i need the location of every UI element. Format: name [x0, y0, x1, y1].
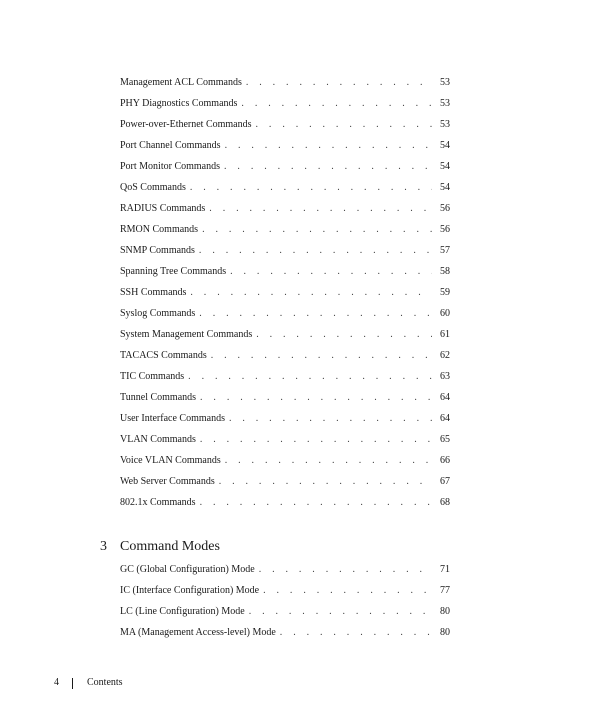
toc-entry-page: 59: [440, 287, 450, 298]
toc-entry[interactable]: [120, 494, 450, 515]
toc-entry-title: Power-over-Ethernet Commands: [120, 119, 252, 130]
toc-entry-page: 67: [440, 476, 450, 487]
toc-entry-title: System Management Commands: [120, 329, 253, 340]
toc-entry[interactable]: [120, 326, 450, 347]
toc-entry-title: GC (Global Configuration) Mode: [120, 564, 255, 575]
toc-entry-page: 61: [440, 329, 450, 340]
toc-entry-page: 62: [440, 350, 450, 361]
toc-entry[interactable]: [120, 242, 450, 263]
dot-leader: [256, 326, 432, 343]
toc-entry-title: VLAN Commands: [120, 434, 196, 445]
toc-entry-page: 53: [440, 77, 450, 88]
toc-entry[interactable]: [120, 137, 450, 158]
toc-entry[interactable]: [120, 116, 450, 137]
toc-entry[interactable]: [120, 158, 450, 179]
toc-entry-title: 802.1x Commands: [120, 497, 196, 508]
toc-entry-page: 54: [440, 161, 450, 172]
toc-entry-title: Tunnel Commands: [120, 392, 197, 403]
toc-entry-page: 60: [440, 308, 450, 319]
toc-entry-title: TIC Commands: [120, 371, 185, 382]
toc-entry-title: Voice VLAN Commands: [120, 455, 221, 466]
dot-leader: [188, 368, 432, 385]
dot-leader: [219, 473, 432, 490]
toc-entry-page: 56: [440, 203, 450, 214]
toc-entry[interactable]: [120, 452, 450, 473]
toc-entry[interactable]: [120, 200, 450, 221]
toc-entry-page: 77: [440, 585, 450, 596]
dot-leader: [246, 74, 432, 91]
toc-entry-page: 65: [440, 434, 450, 445]
toc-entry-title: Web Server Commands: [120, 476, 215, 487]
toc-entry-title: IC (Interface Configuration) Mode: [120, 585, 260, 596]
toc-entry-page: 53: [440, 98, 450, 109]
toc-entry-page: 54: [440, 182, 450, 193]
toc-entry-title: Syslog Commands: [120, 308, 196, 319]
dot-leader: [241, 95, 432, 112]
toc-entry-page: 54: [440, 140, 450, 151]
toc-entry[interactable]: [120, 431, 450, 452]
toc-entry-page: 66: [440, 455, 450, 466]
toc-entry-page: 80: [440, 627, 450, 638]
dot-leader: [200, 431, 432, 448]
dot-leader: [211, 347, 432, 364]
dot-leader: [259, 561, 432, 578]
page-footer: [54, 676, 123, 690]
toc-entry[interactable]: [120, 179, 450, 200]
dot-leader: [200, 494, 432, 511]
toc-entry-title: LC (Line Configuration) Mode: [120, 606, 245, 617]
footer-divider: [72, 678, 73, 689]
footer-section-title: Contents: [87, 677, 123, 688]
toc-entry-title: MA (Management Access-level) Mode: [120, 627, 276, 638]
toc-entry-page: 57: [440, 245, 450, 256]
toc-entry-title: QoS Commands: [120, 182, 186, 193]
dot-leader: [202, 221, 432, 238]
toc-entry-page: 63: [440, 371, 450, 382]
chapter-title: Command Modes: [120, 539, 220, 554]
toc-entry[interactable]: [120, 74, 450, 95]
toc-entry-page: 64: [440, 392, 450, 403]
toc-entry[interactable]: [120, 561, 450, 582]
toc-entry-title: SSH Commands: [120, 287, 187, 298]
toc-entry[interactable]: [120, 284, 450, 305]
toc-entry-page: 68: [440, 497, 450, 508]
toc-list: [120, 74, 450, 515]
toc-entry-title: User Interface Commands: [120, 413, 225, 424]
dot-leader: [199, 305, 432, 322]
toc-entry[interactable]: [120, 305, 450, 326]
dot-leader: [224, 158, 432, 175]
toc-entry-title: PHY Diagnostics Commands: [120, 98, 238, 109]
toc-entry-title: Port Monitor Commands: [120, 161, 221, 172]
toc-entry-title: TACACS Commands: [120, 350, 207, 361]
toc-entry[interactable]: [120, 603, 450, 624]
toc-entry[interactable]: [120, 263, 450, 284]
toc-entry[interactable]: [120, 368, 450, 389]
toc-entry-page: 53: [440, 119, 450, 130]
toc-entry-page: 64: [440, 413, 450, 424]
dot-leader: [190, 284, 432, 301]
footer-page-number: 4: [54, 677, 59, 688]
chapter-toc-list: [120, 561, 450, 645]
toc-entry-page: 58: [440, 266, 450, 277]
chapter-number: 3: [100, 539, 107, 554]
toc-entry[interactable]: [120, 582, 450, 603]
dot-leader: [199, 242, 432, 259]
toc-entry[interactable]: [120, 389, 450, 410]
toc-entry-title: Port Channel Commands: [120, 140, 221, 151]
toc-entry[interactable]: [120, 347, 450, 368]
toc-entry-title: Management ACL Commands: [120, 77, 242, 88]
dot-leader: [200, 389, 432, 406]
dot-leader: [209, 200, 432, 217]
toc-entry[interactable]: [120, 624, 450, 645]
dot-leader: [256, 116, 432, 133]
toc-entry-page: 71: [440, 564, 450, 575]
toc-entry-title: Spanning Tree Commands: [120, 266, 227, 277]
dot-leader: [225, 137, 432, 154]
dot-leader: [263, 582, 432, 599]
toc-entry-title: RADIUS Commands: [120, 203, 206, 214]
toc-entry[interactable]: [120, 221, 450, 242]
dot-leader: [249, 603, 432, 620]
toc-entry[interactable]: [120, 410, 450, 431]
toc-entry[interactable]: [120, 95, 450, 116]
dot-leader: [190, 179, 432, 196]
toc-entry-page: 56: [440, 224, 450, 235]
chapter-heading[interactable]: [100, 537, 220, 557]
dot-leader: [230, 263, 432, 280]
toc-entry-title: SNMP Commands: [120, 245, 195, 256]
dot-leader: [225, 452, 432, 469]
dot-leader: [280, 624, 432, 641]
toc-entry-page: 80: [440, 606, 450, 617]
toc-entry-title: RMON Commands: [120, 224, 199, 235]
dot-leader: [229, 410, 432, 427]
toc-entry[interactable]: [120, 473, 450, 494]
